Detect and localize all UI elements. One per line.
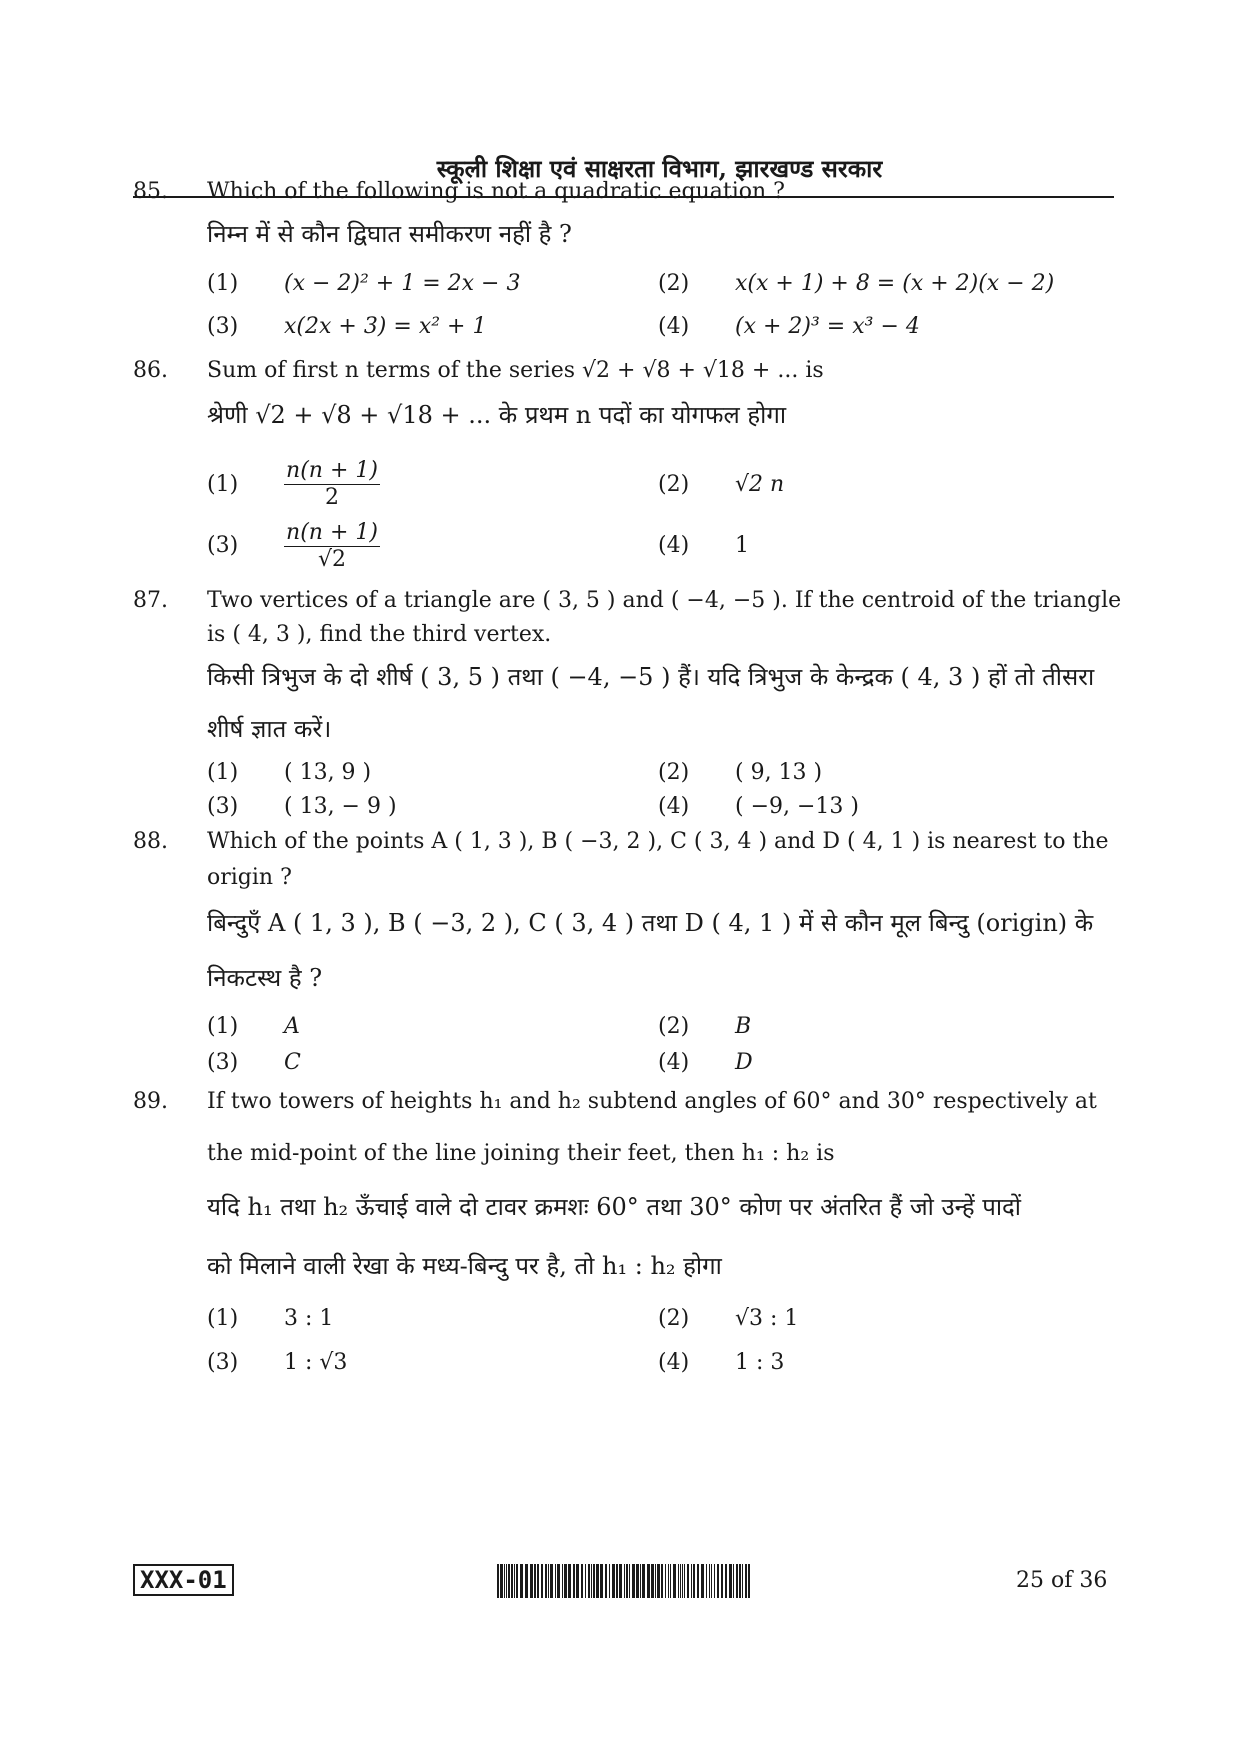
option-text: √2 n <box>735 472 785 497</box>
barcode-icon <box>497 1564 750 1598</box>
question-87-hindi: शीर्ष ज्ञात करें। <box>207 715 332 743</box>
question-88-english: Which of the points A ( 1, 3 ), B ( −3, 2 ), C ( 3, 4 ) and D ( 4, 1 ) is nearest to the <box>207 829 1109 854</box>
option-text: 1 : 3 <box>735 1350 785 1375</box>
option-label: (2) <box>658 1306 690 1331</box>
option-text: x(x + 1) + 8 = (x + 2)(x − 2) <box>735 271 1055 296</box>
question-89-number: 89. <box>133 1089 168 1114</box>
option-label: (2) <box>658 1014 690 1039</box>
option-text: 1 <box>735 533 749 558</box>
option-label: (3) <box>207 1050 239 1075</box>
question-87-hindi: किसी त्रिभुज के दो शीर्ष ( 3, 5 ) तथा ( −4, −5 ) हैं। यदि त्रिभुज के केन्द्रक ( 4, 3 ) हों तो तीसरा <box>207 663 1095 691</box>
option-text: ( 13, − 9 ) <box>284 794 397 819</box>
option-label: (1) <box>207 760 239 785</box>
option-label: (1) <box>207 472 239 497</box>
option-text: B <box>735 1014 752 1039</box>
option-text: C <box>284 1050 301 1075</box>
option-text: ( −9, −13 ) <box>735 794 859 819</box>
option-label: (2) <box>658 760 690 785</box>
option-text: (x − 2)² + 1 = 2x − 3 <box>284 271 521 296</box>
option-label: (2) <box>658 271 690 296</box>
option-label: (4) <box>658 1050 690 1075</box>
question-88-english: origin ? <box>207 865 292 890</box>
option-label: (3) <box>207 1350 239 1375</box>
question-89-english: the mid-point of the line joining their feet, then h₁ : h₂ is <box>207 1141 835 1166</box>
question-86-english: Sum of first n terms of the series √2 + √8 + √18 + ... is <box>207 358 824 383</box>
option-text: D <box>735 1050 753 1075</box>
question-86-number: 86. <box>133 358 168 383</box>
question-87-english: is ( 4, 3 ), find the third vertex. <box>207 622 552 647</box>
question-85-english: Which of the following is not a quadratic equation ? <box>207 179 785 204</box>
option-label: (1) <box>207 1014 239 1039</box>
option-text: x(2x + 3) = x² + 1 <box>284 314 487 339</box>
question-89-hindi: को मिलाने वाली रेखा के मध्य-बिन्दु पर है, तो h₁ : h₂ होगा <box>207 1252 722 1280</box>
question-88-hindi: बिन्दुएँ A ( 1, 3 ), B ( −3, 2 ), C ( 3, 4 ) तथा D ( 4, 1 ) में से कौन मूल बिन्दु (origin) के <box>207 909 1094 937</box>
question-87-english: Two vertices of a triangle are ( 3, 5 ) and ( −4, −5 ). If the centroid of the triangle <box>207 588 1122 613</box>
option-text: ( 9, 13 ) <box>735 760 823 785</box>
question-89-english: If two towers of heights h₁ and h₂ subtend angles of 60° and 30° respectively at <box>207 1089 1097 1114</box>
page-header: स्कूली शिक्षा एवं साक्षरता विभाग, झारखण्ड सरकार <box>436 154 883 183</box>
fraction-denominator: 2 <box>325 485 339 510</box>
option-fraction <box>284 458 380 511</box>
option-label: (4) <box>658 1350 690 1375</box>
question-86-hindi: श्रेणी √2 + √8 + √18 + ... के प्रथम n पदों का योगफल होगा <box>207 401 787 429</box>
option-text: 3 : 1 <box>284 1306 334 1331</box>
option-text: √3 : 1 <box>735 1306 799 1331</box>
option-text: A <box>284 1014 300 1039</box>
question-89-hindi: यदि h₁ तथा h₂ ऊँचाई वाले दो टावर क्रमशः 60° तथा 30° कोण पर अंतरित हैं जो उन्हें पादों <box>207 1193 1022 1221</box>
question-88-hindi: निकटस्थ है ? <box>207 964 323 992</box>
question-88-number: 88. <box>133 829 168 854</box>
option-label: (3) <box>207 314 239 339</box>
question-85-number: 85. <box>133 179 168 204</box>
option-label: (4) <box>658 533 690 558</box>
option-label: (4) <box>658 794 690 819</box>
option-fraction <box>284 520 380 573</box>
paper-code-box: XXX-01 <box>133 1564 234 1596</box>
question-85-hindi: निम्न में से कौन द्विघात समीकरण नहीं है ? <box>207 220 572 248</box>
option-label: (3) <box>207 794 239 819</box>
option-text: (x + 2)³ = x³ − 4 <box>735 314 920 339</box>
page-number: 25 of 36 <box>1016 1568 1108 1593</box>
question-87-number: 87. <box>133 588 168 613</box>
option-label: (1) <box>207 271 239 296</box>
option-label: (3) <box>207 533 239 558</box>
fraction-numerator: n(n + 1) <box>284 458 380 485</box>
option-text: 1 : √3 <box>284 1350 348 1375</box>
option-label: (4) <box>658 314 690 339</box>
option-text: ( 13, 9 ) <box>284 760 372 785</box>
option-label: (2) <box>658 472 690 497</box>
fraction-numerator: n(n + 1) <box>284 520 380 547</box>
option-label: (1) <box>207 1306 239 1331</box>
fraction-denominator: √2 <box>317 547 346 572</box>
